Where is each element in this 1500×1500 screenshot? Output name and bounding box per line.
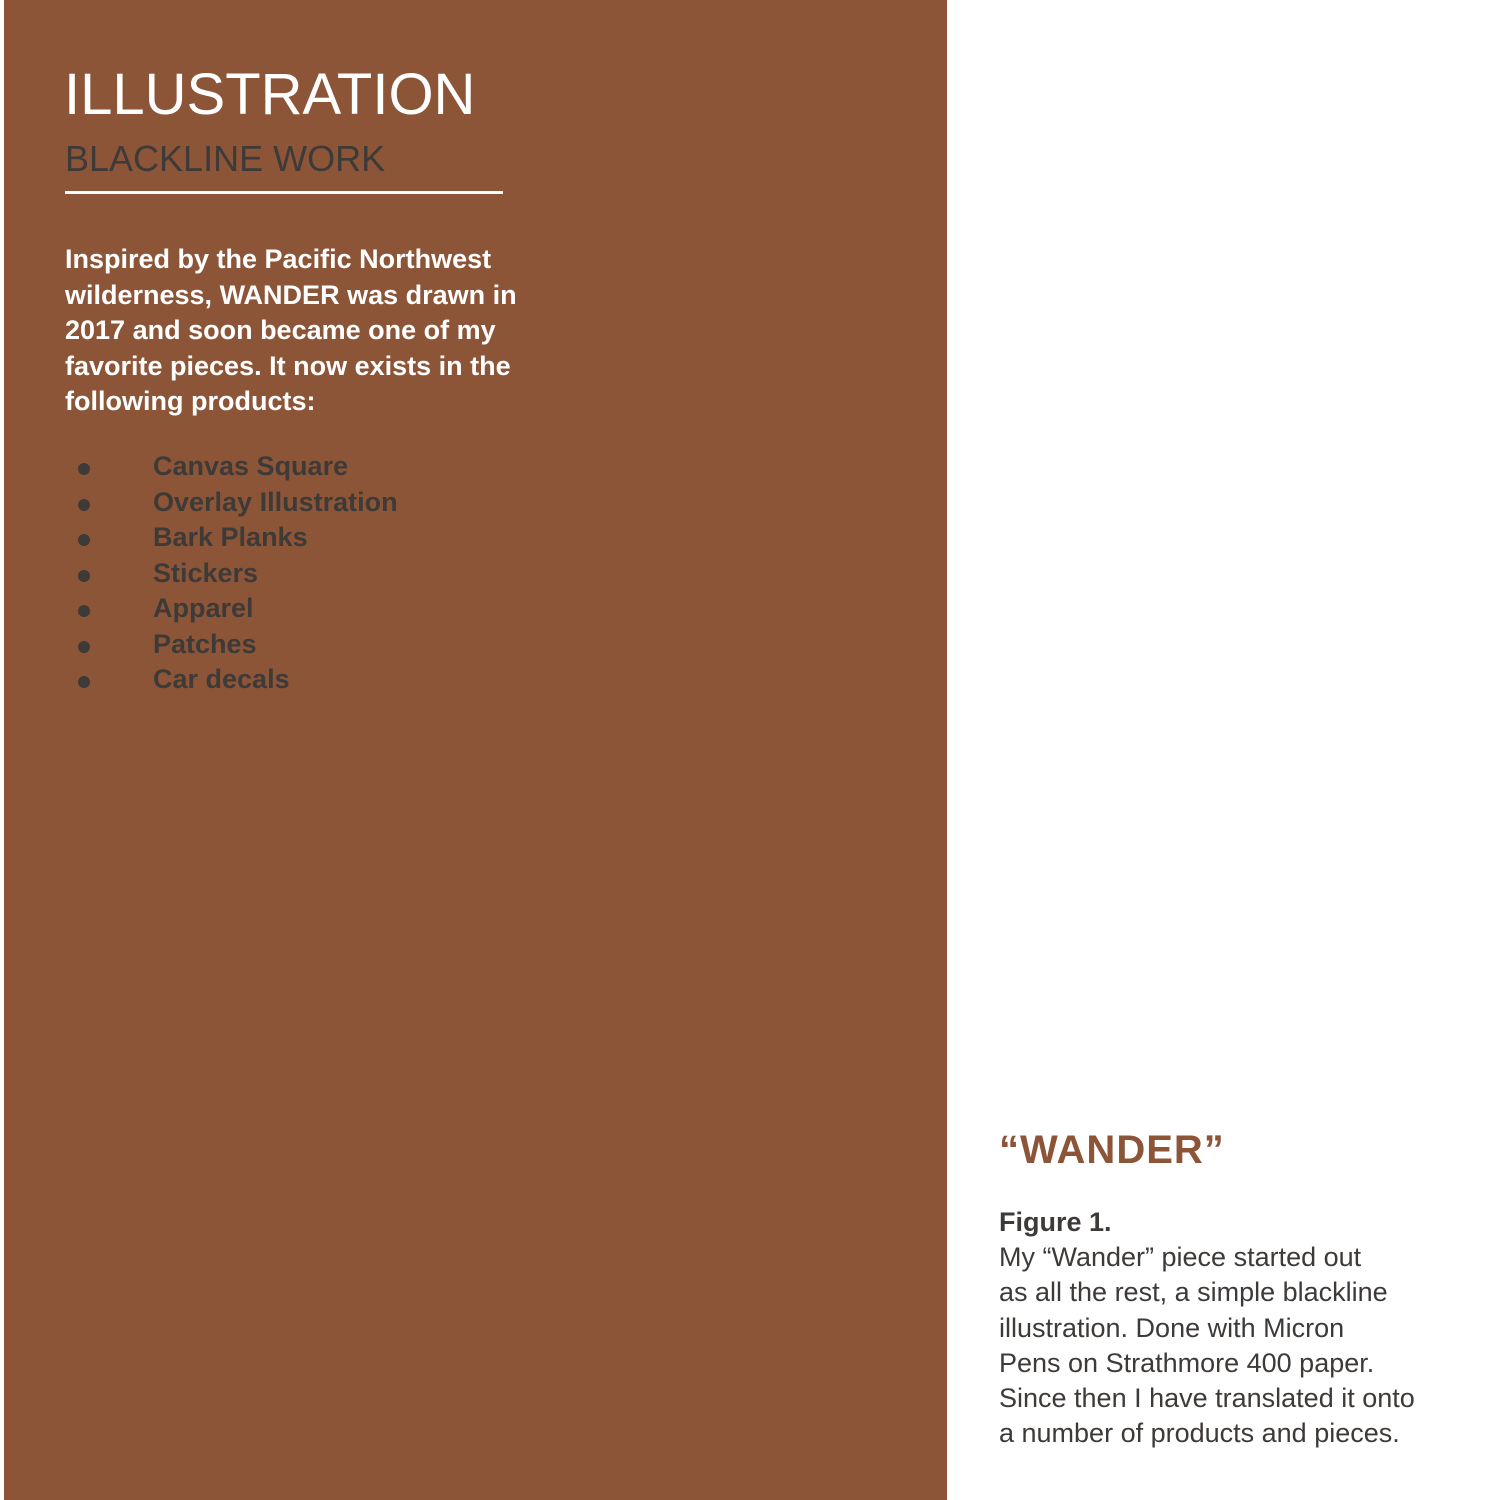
intro-paragraph: Inspired by the Pacific Northwest wilderness, WANDER was drawn in 2017 and soon became one of my favorite pieces. It now exists in the following products: (65, 244, 517, 416)
bullet-icon (78, 534, 90, 546)
caption-line: a number of products and pieces. (999, 1418, 1400, 1449)
page-title: ILLUSTRATION (64, 62, 476, 127)
list-item-label: Apparel (153, 593, 254, 623)
caption-line: Pens on Strathmore 400 paper. (999, 1347, 1375, 1378)
caption-line: My “Wander” piece started out (999, 1242, 1362, 1272)
bullet-icon (78, 605, 90, 617)
bullet-icon (78, 570, 90, 582)
list-item-label: Car decals (153, 664, 290, 694)
caption-line: Since then I have translated it onto (999, 1383, 1415, 1414)
bullet-icon (78, 463, 90, 475)
list-item-label: Canvas Square (153, 451, 349, 481)
list-item-label: Bark Planks (153, 522, 308, 552)
caption-line: as all the rest, a simple blackline (999, 1277, 1388, 1308)
bullet-icon (78, 641, 90, 653)
list-item-label: Patches (153, 628, 257, 659)
list-item-label: Stickers (153, 557, 259, 588)
title-divider (65, 191, 503, 194)
figure-caption (999, 1240, 1415, 1452)
brown-panel (4, 0, 947, 1500)
bullet-icon (78, 676, 90, 688)
caption-title: “WANDER” (999, 1128, 1225, 1172)
caption-line: illustration. Done with Micron (999, 1312, 1345, 1343)
figure-label: Figure 1. (999, 1207, 1112, 1237)
page-subtitle: BLACKLINE WORK (65, 138, 386, 179)
list-item-label: Overlay Illustration (153, 486, 398, 517)
bullet-icon (78, 499, 90, 511)
